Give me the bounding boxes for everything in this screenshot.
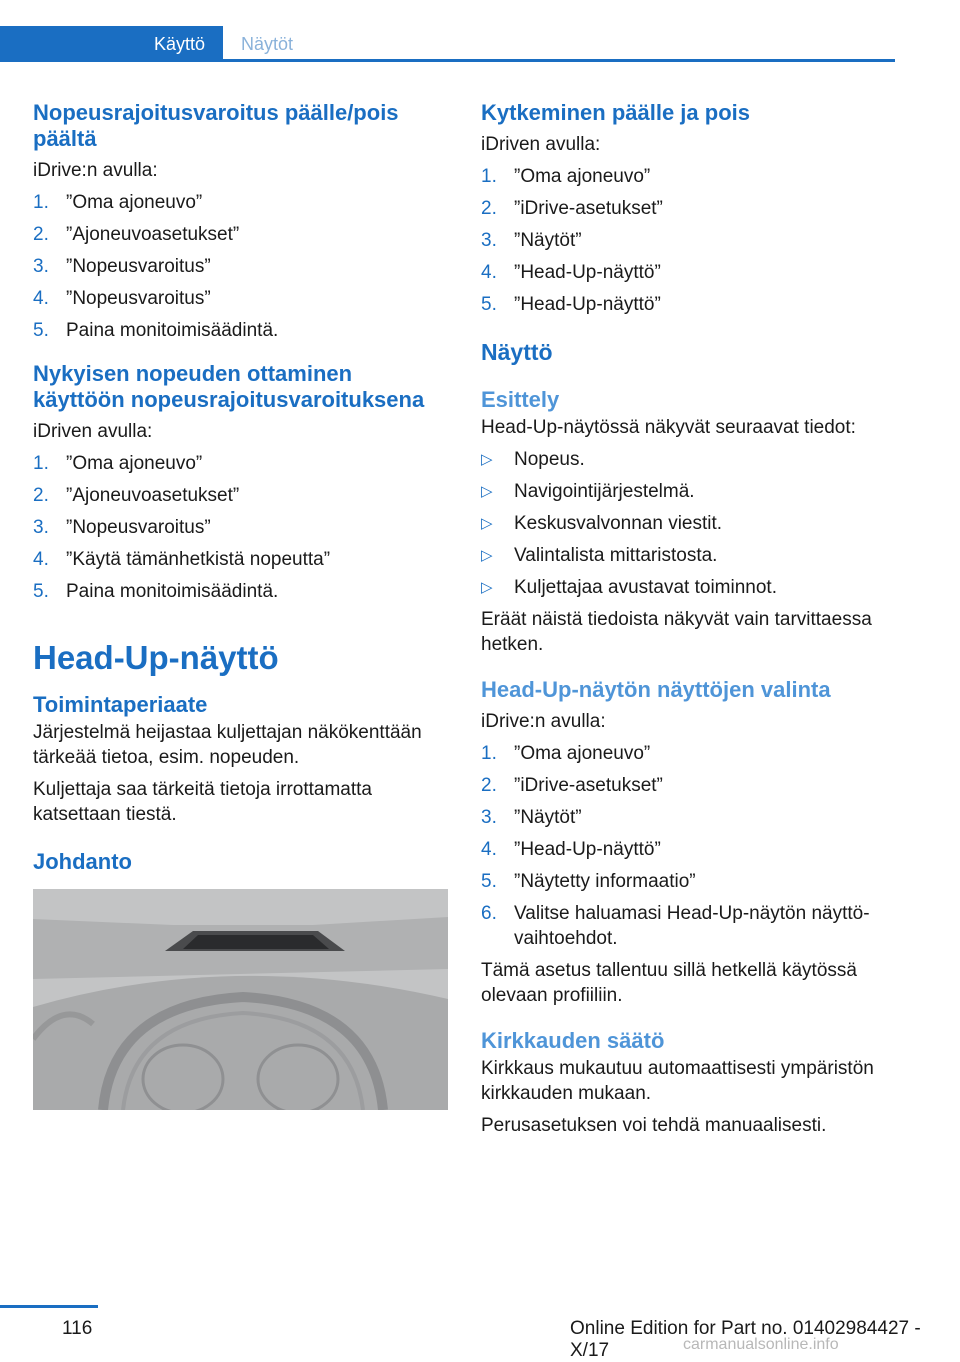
intro-text: iDrive:n avulla: xyxy=(481,711,606,732)
list-item: 4. ”Head-Up-näyttö” xyxy=(481,262,661,283)
intro-text: iDriven avulla: xyxy=(481,134,601,155)
list-item: ▷ Kuljettajaa avustavat toiminnot. xyxy=(481,577,777,598)
steps-list xyxy=(481,741,893,951)
dashboard-hud-photo xyxy=(33,889,448,1110)
list-item: 5. ”Näytetty informaatio” xyxy=(481,871,696,892)
list-item: 3. ”Näytöt” xyxy=(481,807,582,828)
tab-kaytto[interactable]: Käyttö xyxy=(0,26,223,62)
list-item: 6. Valitse haluamasi Head-Up-näytön näyttövaihtoehdot. xyxy=(481,903,870,949)
intro-text: iDrive:n avulla: xyxy=(33,160,158,181)
heading-overview: Esittely xyxy=(481,387,560,412)
list-item: 1. ”Oma ajoneuvo” xyxy=(33,192,203,213)
list-item: ▷ Keskusvalvonnan viestit. xyxy=(481,513,723,534)
paragraph: Järjestelmä heijastaa kuljettajan näkökenttään tärkeää tietoa, esim. nopeuden. xyxy=(33,722,422,768)
heading-switch-on-off: Kytkeminen päälle ja pois xyxy=(481,100,750,125)
intro-text: Head-Up-näytössä näkyvät seuraavat tiedot: xyxy=(481,417,856,438)
paragraph: Kirkkaus mukautuu automaattisesti ympäristön kirkkauden mukaan. xyxy=(481,1058,874,1104)
section-title-hud: Head-Up-näyttö xyxy=(33,639,279,676)
watermark: carmanualsonline.info xyxy=(683,1336,839,1353)
list-item: ▷ Navigointijärjestelmä. xyxy=(481,481,695,502)
dashboard-illustration xyxy=(33,889,448,1110)
list-item: 2. ”iDrive-asetukset” xyxy=(481,198,663,219)
steps-list xyxy=(481,164,893,317)
right-column xyxy=(481,100,893,1145)
paragraph: Perusasetuksen voi tehdä manuaalisesti. xyxy=(481,1115,827,1136)
list-item: 4. ”Head-Up-näyttö” xyxy=(481,839,661,860)
paragraph: Eräät näistä tiedoista näkyvät vain tarvittaessa hetken. xyxy=(481,609,872,655)
list-item: 5. Paina monitoimisäädintä. xyxy=(33,320,279,341)
tab-underline xyxy=(223,59,895,62)
paragraph: Tämä asetus tallentuu sillä hetkellä käytössä olevaan profiiliin. xyxy=(481,960,857,1006)
list-item: 5. ”Head-Up-näyttö” xyxy=(481,294,661,315)
page-number: 116 xyxy=(62,1318,93,1339)
heading-speed-warning-toggle: Nopeusrajoitusvaroitus päälle/pois päältä xyxy=(33,100,399,151)
edition-text: Online Edition for Part no. 01402984427 - X/17 xyxy=(570,1318,921,1361)
list-item: ▷ Nopeus. xyxy=(481,449,585,470)
list-item: ▷ Valintalista mittaristosta. xyxy=(481,545,718,566)
steps-list xyxy=(33,190,448,343)
list-item: 1. ”Oma ajoneuvo” xyxy=(481,743,651,764)
heading-brightness: Kirkkauden säätö xyxy=(481,1028,665,1053)
list-item: 2. ”iDrive-asetukset” xyxy=(481,775,663,796)
heading-principle: Toimintaperiaate xyxy=(33,692,208,717)
heading-intro: Johdanto xyxy=(33,849,132,874)
intro-text: iDriven avulla: xyxy=(33,421,153,442)
heading-current-speed: Nykyisen nopeuden ottaminen käyttöön nopeusrajoitusvaroituksena xyxy=(33,361,425,412)
list-item: 1. ”Oma ajoneuvo” xyxy=(33,453,203,474)
list-item: 3. ”Nopeusvaroitus” xyxy=(33,517,211,538)
chapter-tabs xyxy=(0,26,895,62)
list-item: 5. Paina monitoimisäädintä. xyxy=(33,581,279,602)
list-item: 2. ”Ajoneuvoasetukset” xyxy=(33,224,240,245)
list-item: 3. ”Nopeusvaroitus” xyxy=(33,256,211,277)
steps-list xyxy=(33,451,448,604)
paragraph: Kuljettaja saa tärkeitä tietoja irrottamatta katsettaan tiestä. xyxy=(33,779,373,825)
bullet-list xyxy=(481,447,893,600)
left-column xyxy=(33,100,448,1110)
tab-naytot[interactable]: Näytöt xyxy=(241,33,294,54)
list-item: 4. ”Käytä tämänhetkistä nopeutta” xyxy=(33,549,331,570)
list-item: 1. ”Oma ajoneuvo” xyxy=(481,166,651,187)
list-item: 4. ”Nopeusvaroitus” xyxy=(33,288,211,309)
footer-rule xyxy=(0,1305,98,1308)
list-item: 3. ”Näytöt” xyxy=(481,230,582,251)
heading-display: Näyttö xyxy=(481,339,553,365)
list-item: 2. ”Ajoneuvoasetukset” xyxy=(33,485,240,506)
heading-display-selection: Head-Up-näytön näyttöjen valinta xyxy=(481,677,831,702)
